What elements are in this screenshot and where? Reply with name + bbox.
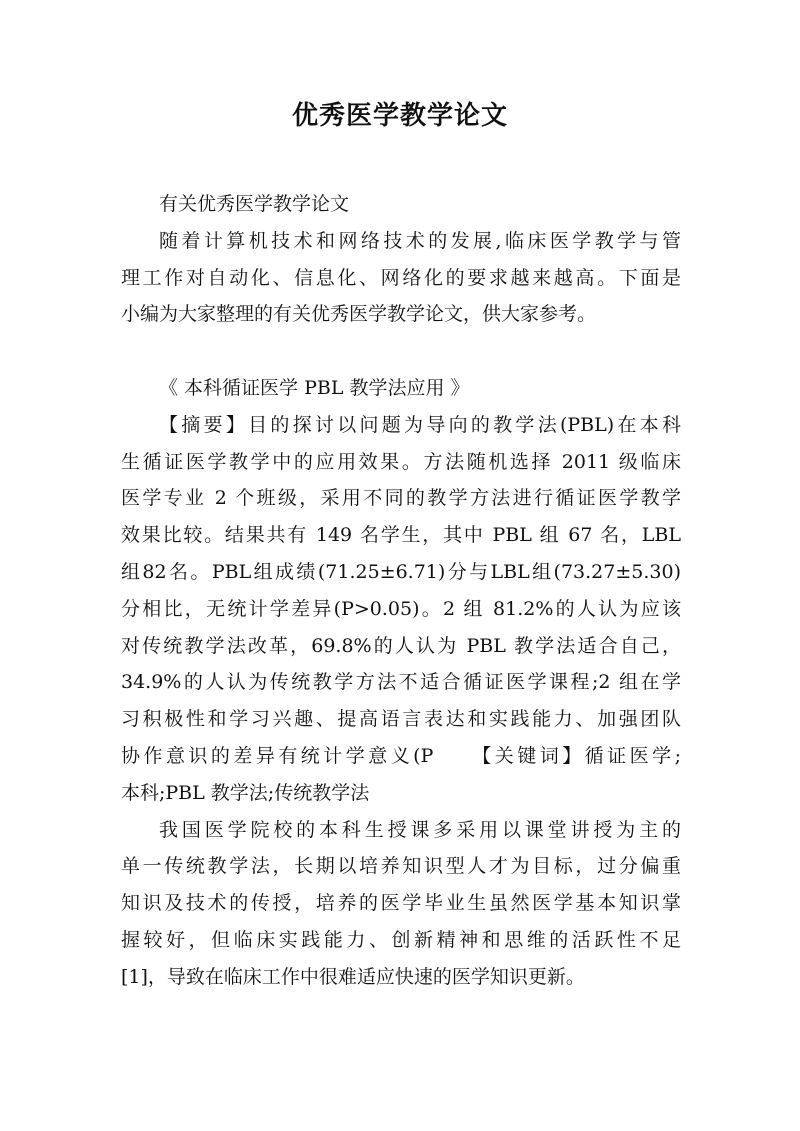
paragraph-line: 生循证医学教学中的应用效果。方法随机选择 2011 级临床 xyxy=(121,450,681,473)
paragraph-spacer xyxy=(121,333,681,370)
paragraph-line: 我国医学院校的本科生授课多采用以课堂讲授为主的 xyxy=(159,818,681,841)
paragraph-line: 小编为大家整理的有关优秀医学教学论文，供大家参考。 xyxy=(121,303,597,326)
paragraph-line: 握较好，但临床实践能力、创新精神和思维的活跃性不足 xyxy=(121,928,681,951)
paragraph-line: 效果比较。结果共有 149 名学生，其中 PBL 组 67 名，LBL xyxy=(121,524,681,547)
document-body xyxy=(121,186,681,996)
intro-paragraph xyxy=(121,223,681,333)
paragraph-line: 对传统教学法改革，69.8%的人认为 PBL 教学法适合自己， xyxy=(121,634,681,657)
paragraph-line: 组82名。PBL组成绩(71.25±6.71)分与LBL组(73.27±5.30) xyxy=(121,560,681,583)
paragraph-line: 协作意识的差异有统计学意义(P 【关键词】循证医学; xyxy=(121,744,681,767)
paragraph-line: 分相比，无统计学差异(P>0.05)。2 组 81.2%的人认为应该 xyxy=(121,597,681,620)
paragraph-line: 【摘要】目的探讨以问题为导向的教学法(PBL)在本科 xyxy=(159,413,681,436)
paragraph-line: 本科;PBL 教学法;传统教学法 xyxy=(121,781,370,804)
paragraph-line: 34.9%的人认为传统教学方法不适合循证医学课程;2 组在学 xyxy=(121,671,681,694)
paragraph-line: 随着计算机技术和网络技术的发展,临床医学教学与管 xyxy=(159,229,681,252)
paragraph-line: 习积极性和学习兴趣、提高语言表达和实践能力、加强团队 xyxy=(121,708,681,731)
paragraph-line: 单一传统教学法，长期以培养知识型人才为目标，过分偏重 xyxy=(121,855,681,878)
abstract-paragraph xyxy=(121,407,681,812)
document-title: 优秀医学教学论文 xyxy=(291,101,508,131)
paragraph-line: 医学专业 2 个班级，采用不同的教学方法进行循证医学教学 xyxy=(121,487,681,510)
paragraph-line: [1]，导致在临床工作中很难适应快速的医学知识更新。 xyxy=(121,965,585,988)
document-subtitle: 有关优秀医学教学论文 xyxy=(159,193,350,215)
paragraph-line: 理工作对自动化、信息化、网络化的要求越来越高。下面是 xyxy=(121,266,681,289)
paragraph-line: 知识及技术的传授，培养的医学毕业生虽然医学基本知识掌 xyxy=(121,892,681,915)
body-paragraph xyxy=(121,812,681,996)
article-heading: 《 本科循证医学 PBL 教学法应用 》 xyxy=(159,376,470,399)
